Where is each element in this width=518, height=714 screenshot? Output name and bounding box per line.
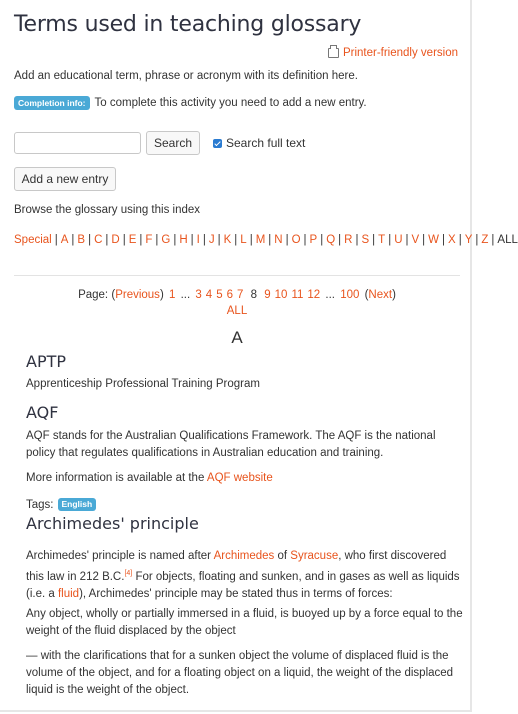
paging-ellipsis: ... (325, 289, 335, 301)
fluid-link[interactable]: fluid (57, 587, 80, 600)
paging-page-link[interactable]: 1 (168, 289, 176, 301)
alphabet-link-m[interactable]: M (255, 234, 266, 246)
alphabet-separator: | (422, 234, 426, 246)
pagination: Page: (Previous) 1 ... 3 4 5 6 7 8 9 10 11 12 ... 100 (Next) ALL (78, 289, 396, 317)
alphabet-separator: | (88, 234, 92, 246)
entry-more-info-aqf (26, 470, 466, 487)
alphabet-separator: | (71, 234, 75, 246)
search-full-text-option[interactable] (213, 136, 305, 150)
more-info-text: More information is available at the (26, 472, 205, 484)
browse-index-text: Browse the glossary using this index (14, 204, 201, 216)
alphabet-separator: | (249, 234, 253, 246)
syracuse-link[interactable]: Syracuse (290, 550, 339, 562)
alphabet-link-v[interactable]: V (411, 234, 420, 246)
alphabet-link-u[interactable]: U (394, 234, 403, 246)
paging-page-link[interactable]: 5 (216, 289, 223, 301)
search-full-text-label: Search full text (226, 136, 306, 150)
alphabet-link-z[interactable]: Z (481, 234, 489, 246)
completion-info-badge: Completion info: (14, 96, 90, 110)
entry-definition-archimedes-p2: Any object, wholly or partially immersed in a fluid, is buoyed up by a force equal to the weight of the fluid displaced by the object (26, 608, 463, 637)
alphabet-all-current: ALL (497, 234, 518, 246)
search-button[interactable]: Search (146, 131, 200, 155)
paging-page-link[interactable]: 12 (307, 289, 321, 301)
alphabet-separator: | (190, 234, 194, 246)
alphabet-index (14, 232, 518, 249)
paging-page-link[interactable]: 6 (226, 289, 234, 301)
alphabet-link-e[interactable]: E (128, 234, 137, 246)
entry-term-archimedes: Archimedes' principle (26, 514, 199, 533)
alphabet-separator: | (173, 234, 177, 246)
alphabet-separator: | (155, 234, 159, 246)
alphabet-link-x[interactable]: X (448, 234, 456, 246)
alphabet-separator: | (217, 234, 221, 246)
alphabet-separator: | (234, 234, 238, 246)
paging-page-link[interactable]: 7 (237, 289, 244, 301)
divider (14, 275, 460, 276)
alphabet-link-special[interactable]: Special (14, 234, 52, 246)
aqf-website-link[interactable]: AQF website (206, 472, 273, 484)
search-input[interactable] (14, 132, 141, 154)
definition-text: , who first discovered this law in 212 B.C. (26, 550, 447, 583)
printer-friendly-label: Printer-friendly version (342, 47, 458, 59)
paging-page-link[interactable]: 3 (195, 289, 202, 301)
entry-tags-aqf (26, 498, 96, 511)
alphabet-link-s[interactable]: S (361, 234, 370, 246)
alphabet-link-o[interactable]: O (291, 234, 301, 246)
alphabet-link-p[interactable]: P (309, 234, 318, 246)
alphabet-separator: | (268, 234, 272, 246)
alphabet-separator: | (320, 234, 324, 246)
alphabet-link-q[interactable]: Q (326, 234, 336, 246)
alphabet-separator: | (139, 234, 143, 246)
alphabet-separator: | (105, 234, 109, 246)
alphabet-link-c[interactable]: C (94, 234, 103, 246)
paging-page-link[interactable]: 11 (291, 289, 304, 301)
alphabet-separator: | (388, 234, 392, 246)
paging-page-link[interactable]: 9 (264, 289, 271, 301)
paging-next-link[interactable]: Next (368, 289, 393, 301)
completion-info-text: To complete this activity you need to add a new entry. (94, 97, 367, 109)
paging-page-link[interactable]: 100 (340, 289, 360, 301)
definition-text: of (277, 550, 288, 562)
alphabet-separator: | (202, 234, 206, 246)
tag-badge[interactable]: English (58, 498, 97, 511)
alphabet-link-l[interactable]: L (240, 234, 247, 246)
paging-current-page: 8 (250, 289, 258, 301)
alphabet-link-t[interactable]: T (378, 234, 386, 246)
paging-all-link[interactable]: ALL (226, 305, 248, 317)
alphabet-link-k[interactable]: K (223, 234, 232, 246)
alphabet-separator: | (338, 234, 342, 246)
paging-page-link[interactable]: 4 (205, 289, 213, 301)
paging-previous-link[interactable]: Previous (115, 289, 160, 301)
alphabet-separator: | (303, 234, 307, 246)
completion-info (14, 96, 367, 110)
alphabet-link-b[interactable]: B (77, 234, 86, 246)
paging-ellipsis: ... (180, 289, 191, 301)
alphabet-separator: | (442, 234, 446, 246)
alphabet-separator: | (475, 234, 479, 246)
search-full-text-checkbox[interactable] (213, 139, 222, 148)
alphabet-link-d[interactable]: D (111, 234, 120, 246)
printer-icon (328, 48, 339, 58)
glossary-intro: Add an educational term, phrase or acronym with its definition here. (14, 70, 358, 82)
alphabet-link-i[interactable]: I (196, 234, 200, 246)
entry-definition-aqf: AQF stands for the Australian Qualifications Framework. The AQF is the national policy that regulates qualifications in Australian education and training. (26, 430, 436, 459)
alphabet-separator: | (285, 234, 289, 246)
alphabet-link-a[interactable]: A (60, 234, 69, 246)
entry-definition-archimedes-p1 (26, 548, 466, 603)
tags-label: Tags: (26, 498, 54, 511)
alphabet-link-w[interactable]: W (428, 234, 440, 246)
footnote-link[interactable]: [4] (124, 570, 133, 577)
alphabet-separator: | (405, 234, 409, 246)
printer-friendly-link[interactable] (328, 47, 458, 59)
alphabet-separator: | (355, 234, 359, 246)
definition-text: ), Archimedes' principle may be stated thus in terms of forces: (79, 587, 393, 600)
page-title: Terms used in teaching glossary (14, 12, 362, 37)
alphabet-link-g[interactable]: G (161, 234, 171, 246)
alphabet-link-n[interactable]: N (274, 234, 283, 246)
entry-term-aptp: APTP (26, 352, 67, 371)
alphabet-separator: | (491, 234, 495, 246)
definition-text: For objects, floating and sunken, and in gases as well as liquids (i.e. a (26, 570, 460, 600)
entry-definition-aptp: Apprenticeship Professional Training Program (26, 378, 260, 390)
entry-definition-archimedes-p3: — with the clarifications that for a sunken object the volume of displaced fluid is the volume of the object, and for a floating object on a liquid, the weight of the displaced liquid is the weight of the object. (26, 650, 454, 696)
section-letter-heading: A (231, 328, 243, 347)
entry-term-aqf: AQF (26, 403, 59, 422)
alphabet-link-y[interactable]: Y (464, 234, 473, 246)
alphabet-link-j[interactable]: J (208, 234, 215, 246)
definition-text: Archimedes' principle is named after (26, 550, 211, 562)
alphabet-link-h[interactable]: H (179, 234, 188, 246)
alphabet-separator: | (458, 234, 462, 246)
alphabet-link-f[interactable]: F (145, 234, 153, 246)
paging-page-link[interactable]: 10 (274, 289, 288, 301)
archimedes-link[interactable]: Archimedes (213, 550, 275, 562)
alphabet-separator: | (54, 234, 58, 246)
alphabet-separator: | (372, 234, 376, 246)
alphabet-separator: | (122, 234, 126, 246)
alphabet-link-r[interactable]: R (344, 234, 353, 246)
add-new-entry-button[interactable]: Add a new entry (14, 167, 116, 191)
paging-label: Page: (78, 289, 109, 301)
